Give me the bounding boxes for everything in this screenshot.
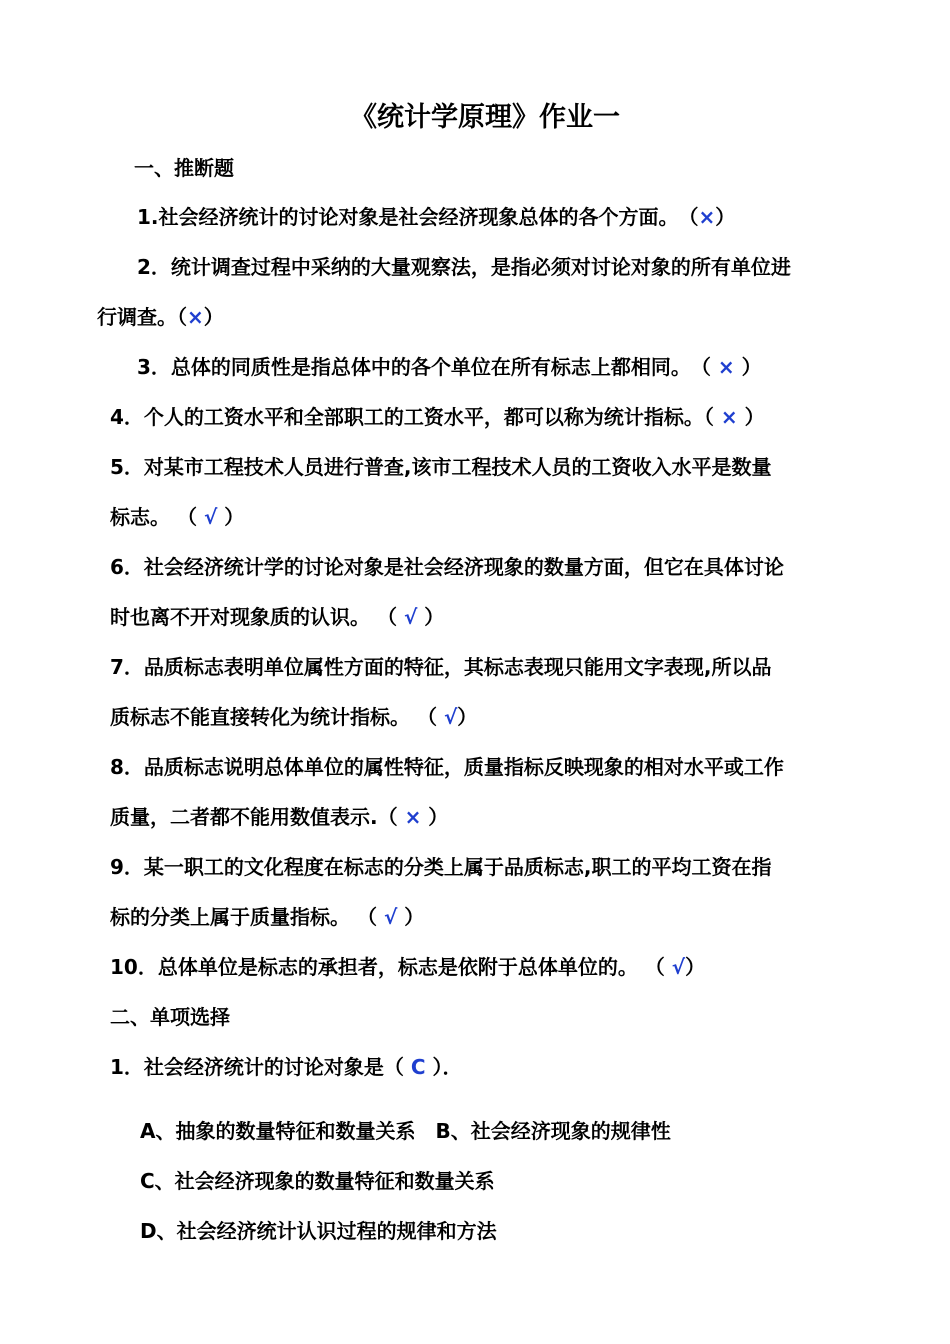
judgement-q7-line2: [110, 703, 477, 731]
question-close: ）: [685, 955, 706, 979]
answer-mark: √: [383, 905, 398, 929]
judgement-q7-line1: [110, 653, 772, 681]
question-close: ）: [397, 905, 425, 929]
answer-mark: √: [671, 955, 686, 979]
judgement-q3: [137, 353, 762, 381]
answer-mark: ×: [404, 805, 422, 829]
answer-mark: ×: [698, 205, 716, 229]
question-text: 7．品质标志表明单位属性方面的特征，其标志表现只能用文字表现,所以品: [110, 655, 772, 679]
choice-q1-option-c: C、社会经济现象的数量特征和数量关系: [140, 1169, 495, 1193]
question-close: ）: [715, 205, 736, 229]
question-text: 9．某一职工的文化程度在标志的分类上属于品质标志,职工的平均工资在指: [110, 855, 772, 879]
question-close: ）: [203, 305, 224, 329]
question-text: 标志。 （: [110, 505, 204, 529]
question-close: ）．: [425, 1055, 463, 1079]
question-text: 8．品质标志说明总体单位的属性特征，质量指标反映现象的相对水平或工作: [110, 755, 784, 779]
question-text: 4．个人的工资水平和全部职工的工资水平，都可以称为统计指标。（: [110, 405, 721, 429]
question-text: 1．社会经济统计的讨论对象是（: [110, 1055, 411, 1079]
answer-mark: √: [443, 705, 458, 729]
answer-mark: ×: [720, 405, 738, 429]
question-text: 行调查。（: [97, 305, 187, 329]
judgement-q9-line1: [110, 853, 772, 881]
question-text: 时也离不开对现象质的认识。 （: [110, 605, 404, 629]
question-close: ）: [734, 355, 762, 379]
answer-mark: √: [203, 505, 218, 529]
question-close: ）: [217, 505, 245, 529]
question-close: ）: [417, 605, 445, 629]
question-text: 5．对某市工程技术人员进行普查,该市工程技术人员的工资收入水平是数量: [110, 455, 772, 479]
judgement-q2-line1: [137, 253, 791, 281]
judgement-q9-line2: [110, 903, 424, 931]
judgement-q10: [110, 953, 705, 981]
question-close: ）: [421, 805, 449, 829]
question-close: ）: [457, 705, 478, 729]
section-heading-single-choice: 二、单项选择: [110, 1005, 230, 1029]
answer-mark: ×: [187, 305, 204, 329]
answer-mark: ×: [717, 355, 735, 379]
question-text: 质标志不能直接转化为统计指标。 （: [110, 705, 444, 729]
question-text: 质量，二者都不能用数值表示.（: [110, 805, 405, 829]
document-title: 《统计学原理》作业一: [350, 102, 620, 133]
judgement-q5-line1: [110, 453, 772, 481]
question-close: ）: [737, 405, 765, 429]
judgement-q5-line2: [110, 503, 244, 531]
judgement-q6-line1: [110, 553, 784, 581]
judgement-q2-line2: [97, 303, 224, 331]
question-text: 1.社会经济统计的讨论对象是社会经济现象总体的各个方面。 （: [137, 205, 699, 229]
question-text: 2．统计调查过程中采纳的大量观察法，是指必须对讨论对象的所有单位进: [137, 255, 791, 279]
choice-q1-option-d: D、社会经济统计认识过程的规律和方法: [140, 1219, 497, 1243]
answer-mark: C: [410, 1055, 426, 1079]
question-text: 3．总体的同质性是指总体中的各个单位在所有标志上都相同。 （: [137, 355, 718, 379]
question-text: 10．总体单位是标志的承担者，标志是依附于总体单位的。 （: [110, 955, 672, 979]
judgement-q8-line2: [110, 803, 448, 831]
judgement-q1: [137, 203, 735, 231]
question-text: 6．社会经济统计学的讨论对象是社会经济现象的数量方面，但它在具体讨论: [110, 555, 784, 579]
judgement-q6-line2: [110, 603, 444, 631]
section-heading-judgement: 一、推断题: [134, 156, 234, 180]
judgement-q8-line1: [110, 753, 784, 781]
choice-q1-option-ab: A、抽象的数量特征和数量关系 B、社会经济现象的规律性: [140, 1119, 671, 1143]
answer-mark: √: [403, 605, 418, 629]
judgement-q4: [110, 403, 765, 431]
question-text: 标的分类上属于质量指标。 （: [110, 905, 384, 929]
choice-q1: [110, 1053, 463, 1081]
